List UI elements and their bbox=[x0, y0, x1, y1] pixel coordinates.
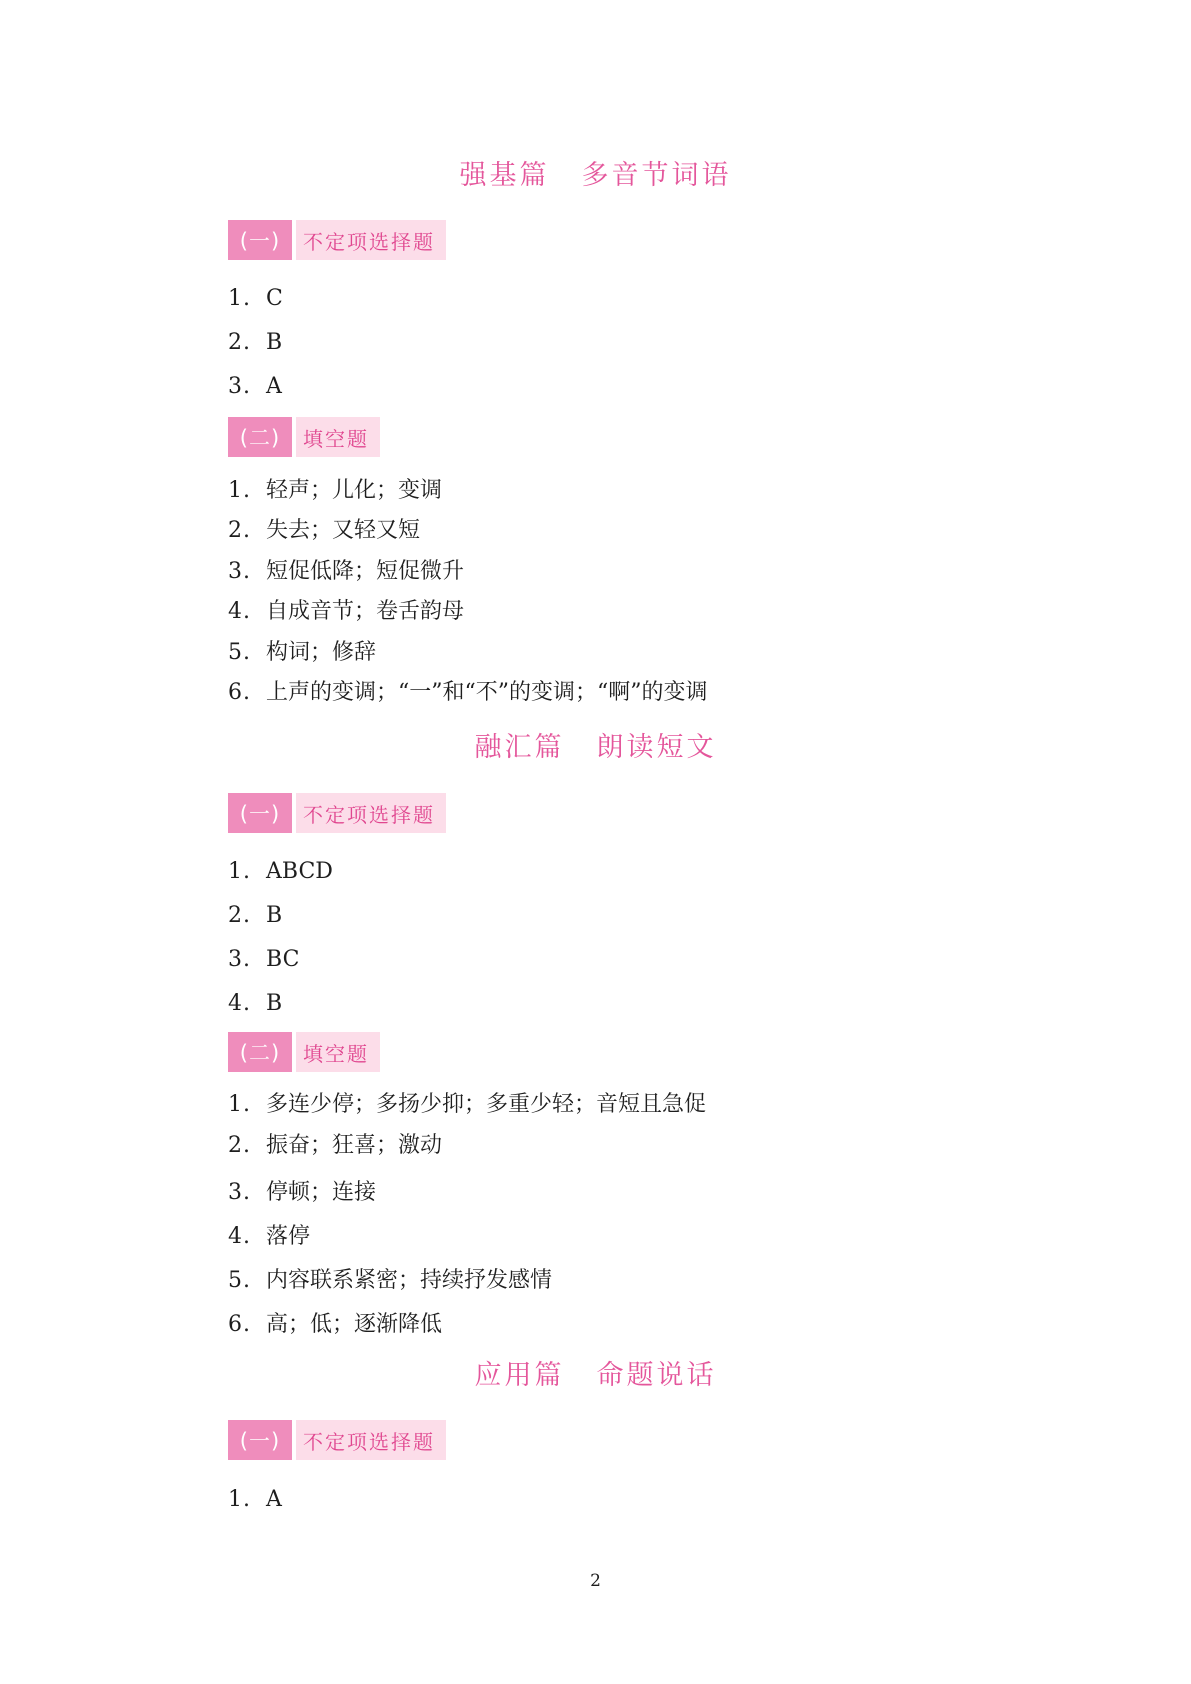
answer-item: 4. 自成音节；卷舌韵母 bbox=[228, 599, 465, 624]
group-label: 不定项选择题 bbox=[296, 220, 446, 260]
answer-item: 3. BC bbox=[228, 947, 300, 972]
group-number: (一) bbox=[228, 793, 292, 833]
answer-item: 3. A bbox=[228, 374, 282, 399]
group-label: 不定项选择题 bbox=[296, 1420, 446, 1460]
answer-item: 6. 高；低；逐渐降低 bbox=[228, 1312, 443, 1337]
answer-item: 3. 短促低降；短促微升 bbox=[228, 559, 465, 584]
group-header-1-1 bbox=[228, 220, 446, 260]
page-number: 2 bbox=[590, 1571, 601, 1591]
answer-item: 6. 上声的变调；“一”和“不”的变调；“啊”的变调 bbox=[228, 680, 708, 705]
answer-item: 3. 停顿；连接 bbox=[228, 1180, 377, 1205]
answer-item: 2. 振奋；狂喜；激动 bbox=[228, 1133, 443, 1158]
answer-item: 4. 落停 bbox=[228, 1224, 311, 1249]
section-title-1: 强基篇 多音节词语 bbox=[459, 160, 732, 191]
answer-item: 1. 轻声；儿化；变调 bbox=[228, 478, 443, 503]
group-number: (二) bbox=[228, 417, 292, 457]
answer-item: 4. B bbox=[228, 991, 283, 1016]
answer-item: 5. 内容联系紧密；持续抒发感情 bbox=[228, 1268, 553, 1293]
group-number: (一) bbox=[228, 1420, 292, 1460]
answer-item: 2. B bbox=[228, 903, 283, 928]
group-header-2-1 bbox=[228, 793, 446, 833]
group-header-3-1 bbox=[228, 1420, 446, 1460]
section-title-3: 应用篇 命题说话 bbox=[474, 1360, 717, 1391]
group-label: 填空题 bbox=[296, 1032, 380, 1072]
group-header-1-2 bbox=[228, 417, 380, 457]
group-label: 填空题 bbox=[296, 417, 380, 457]
answer-item: 2. B bbox=[228, 330, 283, 355]
group-number: (一) bbox=[228, 220, 292, 260]
answer-item: 1. 多连少停；多扬少抑；多重少轻；音短且急促 bbox=[228, 1092, 707, 1117]
answer-item: 1. C bbox=[228, 286, 283, 311]
group-label: 不定项选择题 bbox=[296, 793, 446, 833]
answer-item: 1. A bbox=[228, 1487, 282, 1512]
answer-item: 1. ABCD bbox=[228, 859, 333, 884]
group-header-2-2 bbox=[228, 1032, 380, 1072]
answer-item: 2. 失去；又轻又短 bbox=[228, 518, 421, 543]
group-number: (二) bbox=[228, 1032, 292, 1072]
answer-item: 5. 构词；修辞 bbox=[228, 640, 377, 665]
section-title-2: 融汇篇 朗读短文 bbox=[474, 732, 717, 763]
